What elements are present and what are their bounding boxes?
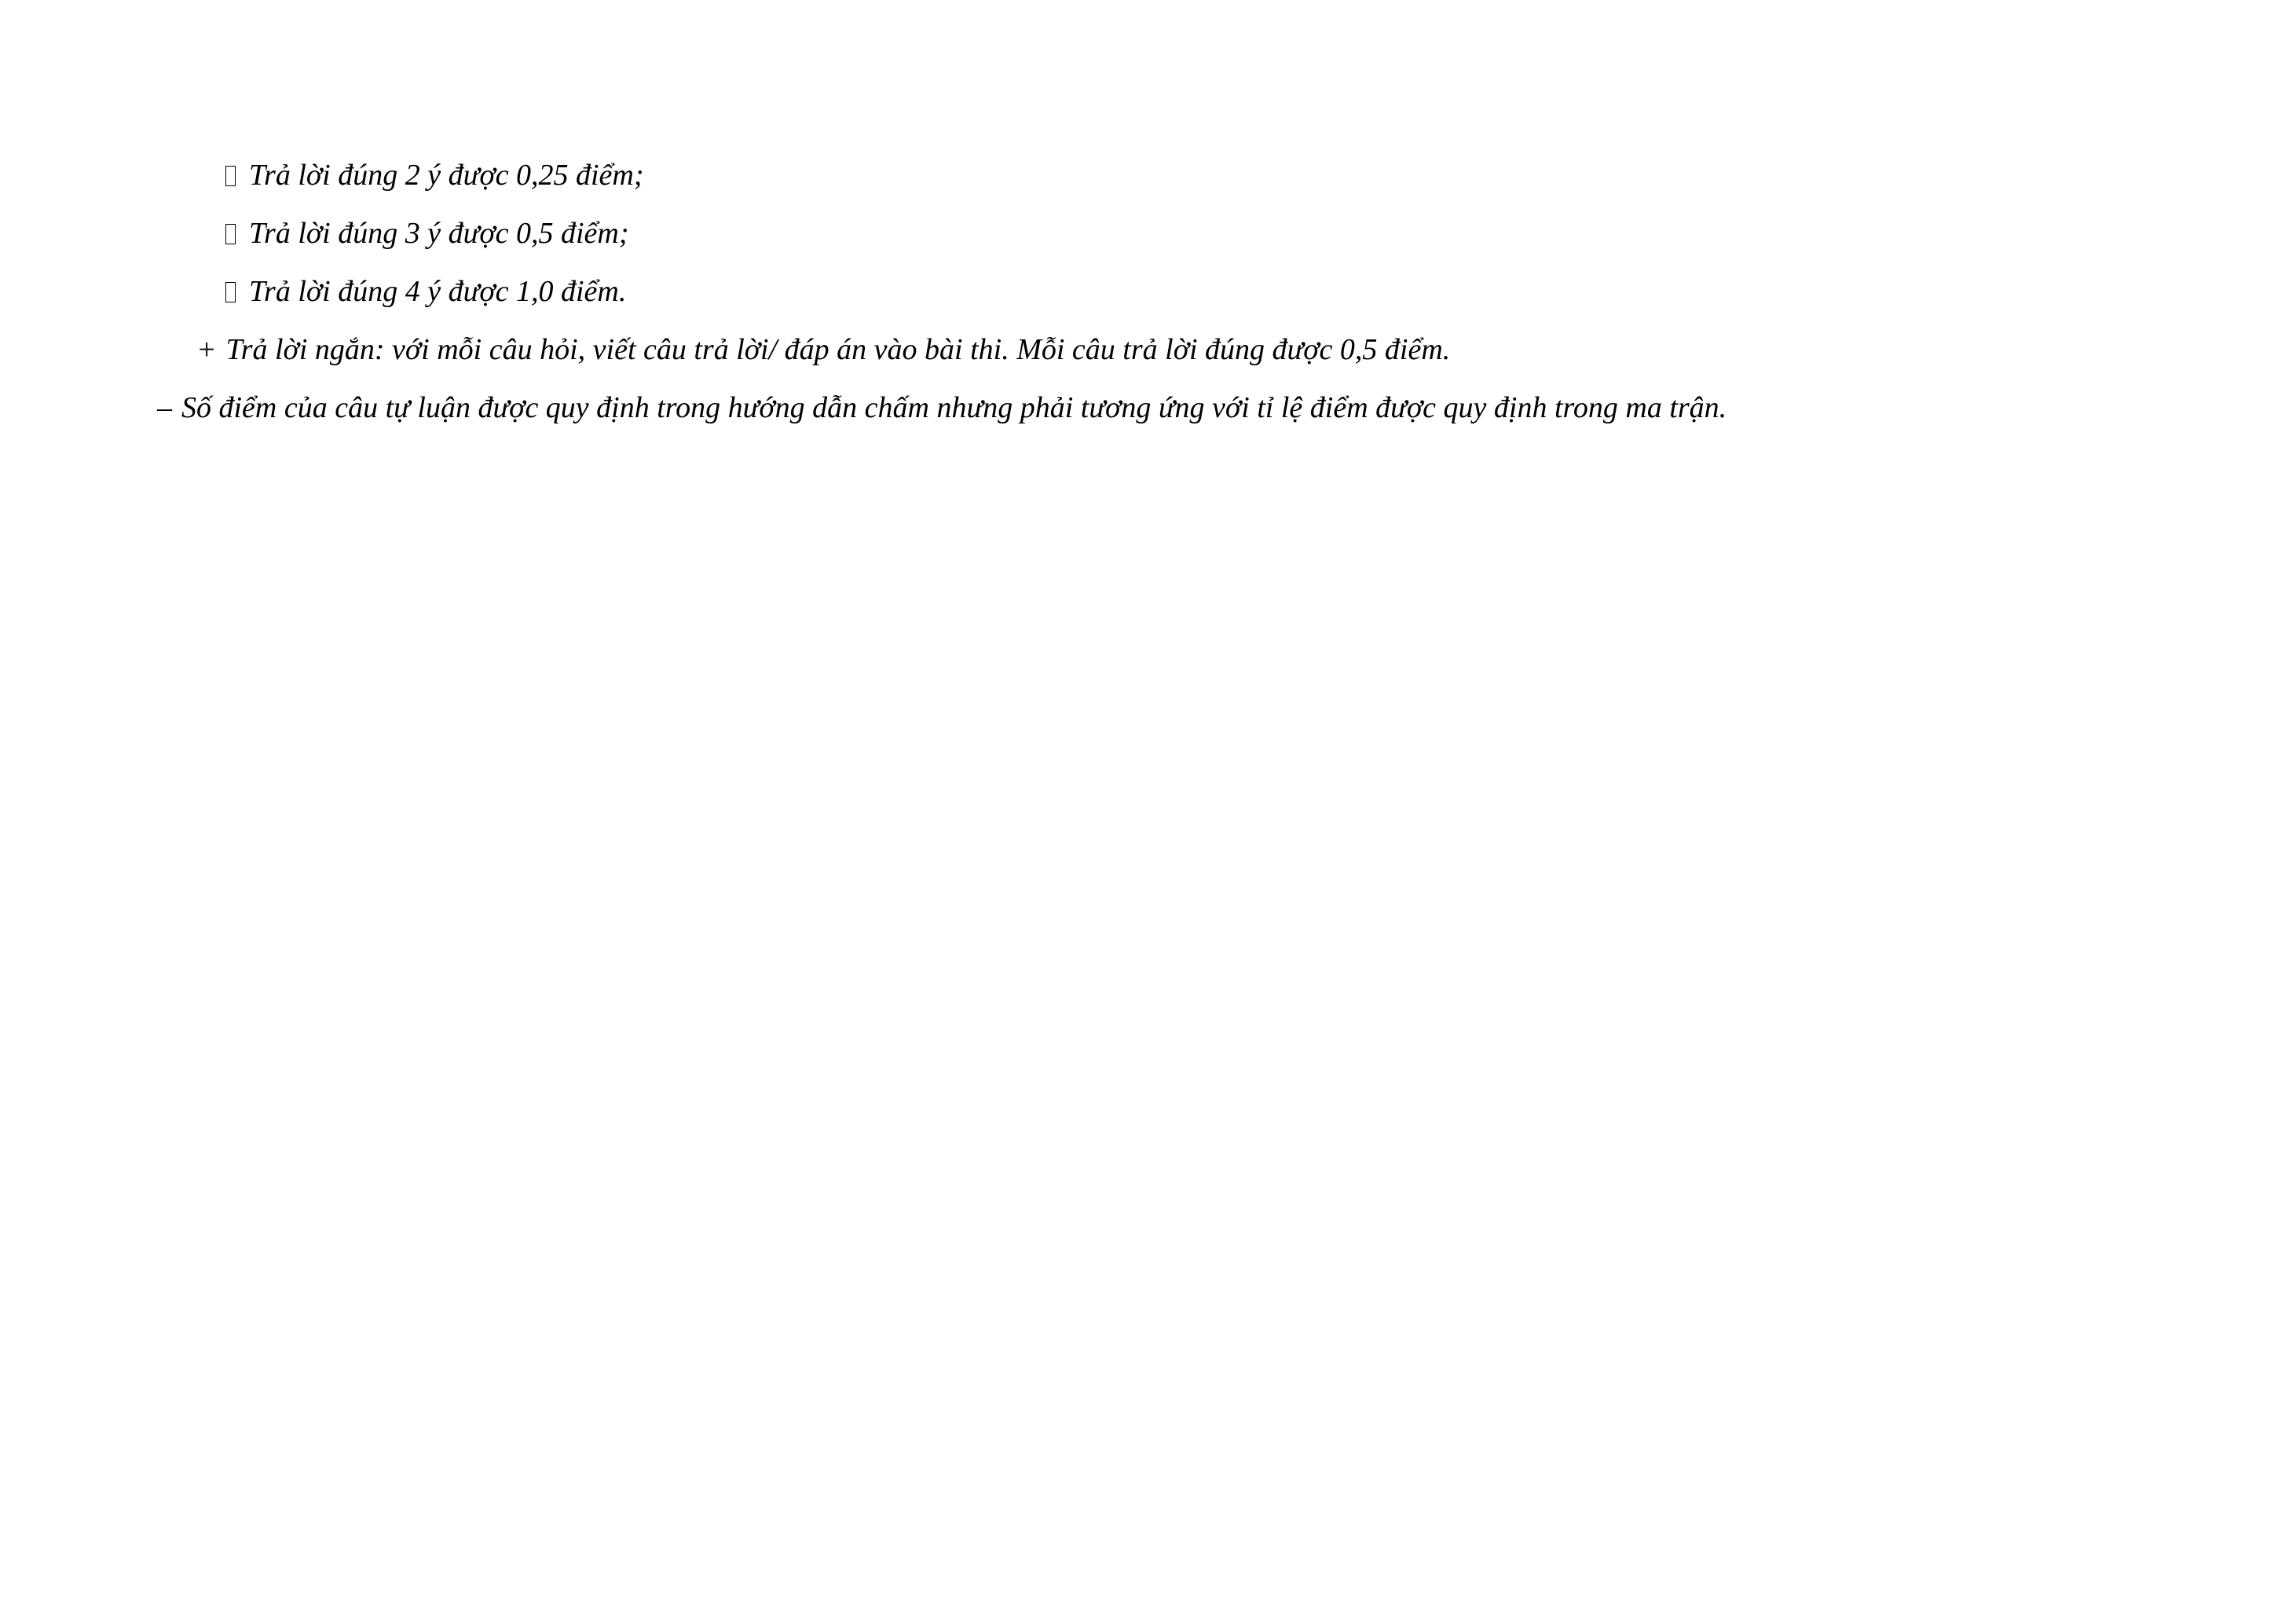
bullet-line: [0, 146, 2296, 204]
bullet-line-text: Trả lời đúng 2 ý được 0,25 điểm;: [249, 159, 644, 192]
dash-marker: –: [157, 391, 172, 424]
bullet-line-text: Trả lời đúng 3 ý được 0,5 điểm;: [249, 217, 629, 250]
missing-glyph-bullet-icon: [225, 282, 236, 302]
missing-glyph-bullet-icon: [225, 166, 236, 186]
plus-paragraph-text: Trả lời ngắn: với mỗi câu hỏi, viết câu trả lời/ đáp án vào bài thi. Mỗi câu trả lời đúng được 0,5 điểm.: [225, 333, 1451, 366]
plus-paragraph: [0, 321, 2296, 379]
bullet-line: [0, 204, 2296, 262]
bullet-line: [0, 262, 2296, 321]
dash-paragraph-text: Số điểm của câu tự luận được quy định trong hướng dẫn chấm nhưng phải tương ứng với tỉ lệ điểm được quy định trong ma trận.: [181, 391, 1727, 424]
plus-marker: +: [196, 333, 217, 366]
dash-paragraph: [0, 379, 2296, 437]
bullet-line-text: Trả lời đúng 4 ý được 1,0 điểm.: [249, 275, 627, 308]
missing-glyph-bullet-icon: [225, 224, 236, 244]
grading-notes-block: [0, 146, 2296, 437]
